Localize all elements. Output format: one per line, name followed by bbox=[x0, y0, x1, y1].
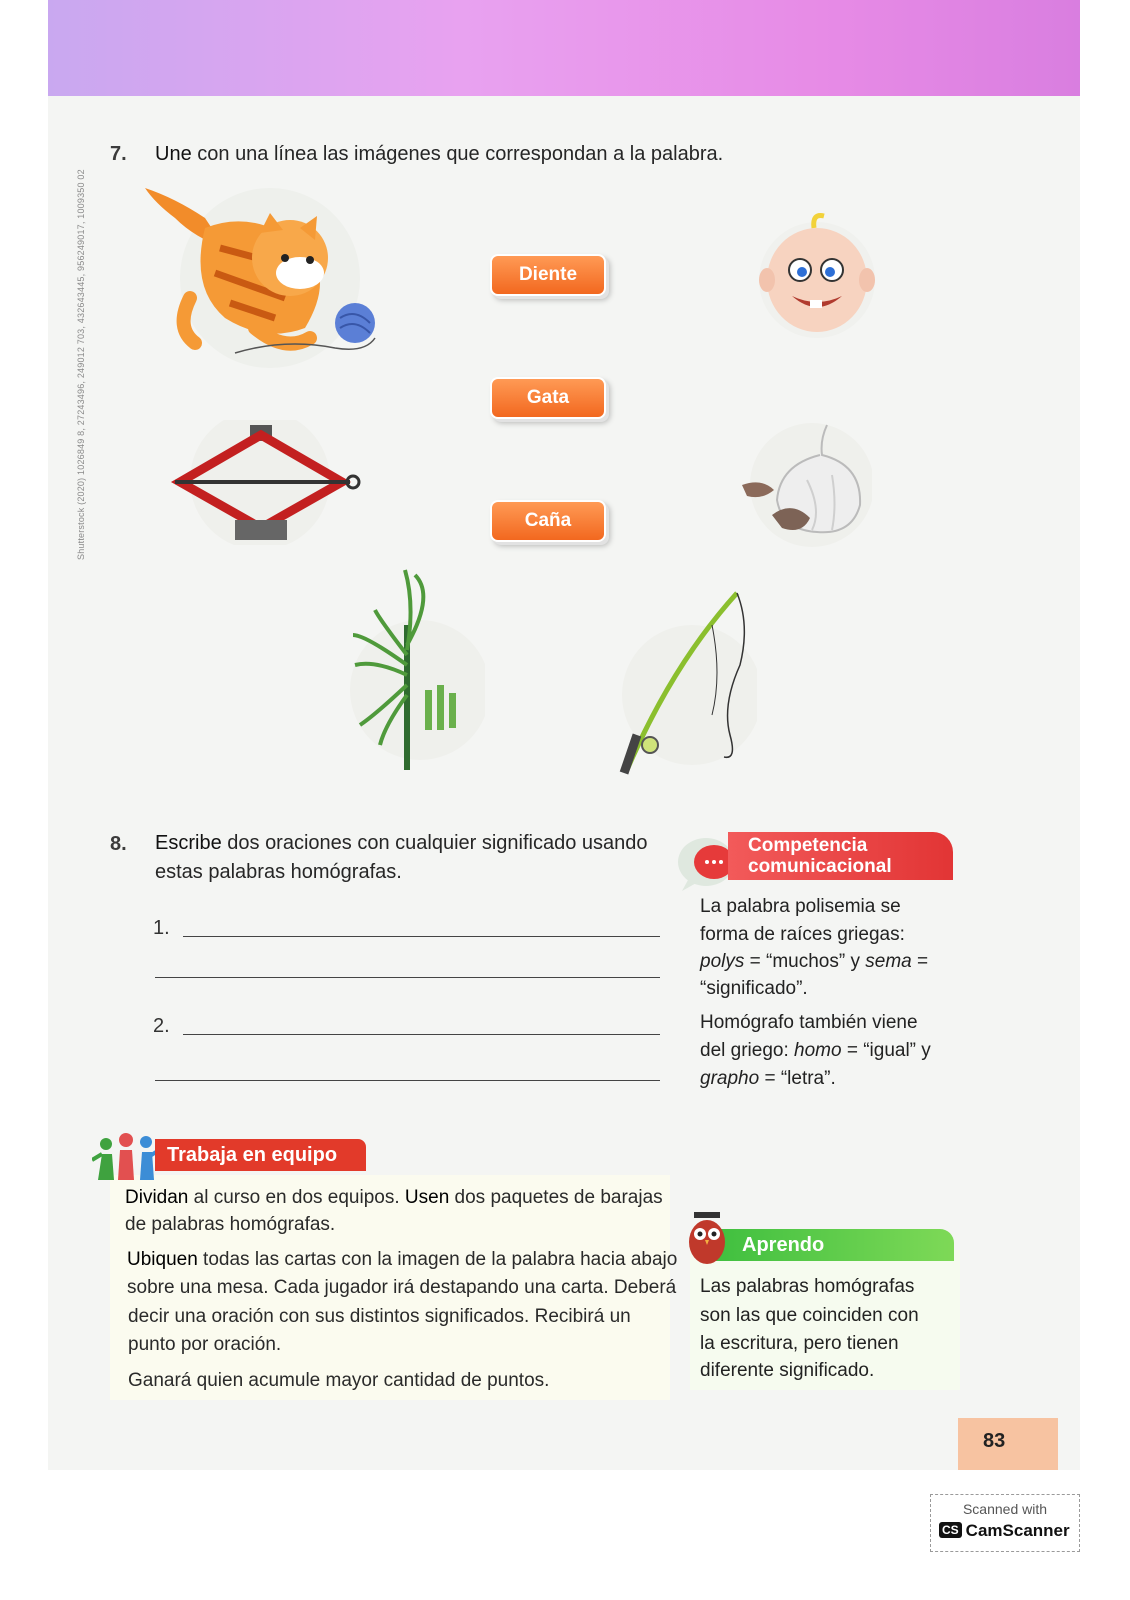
cat-image[interactable] bbox=[135, 178, 385, 368]
competencia-p2-line2-start: del griego: bbox=[700, 1040, 795, 1061]
team-verb-ubiquen: Ubiquen bbox=[127, 1249, 198, 1270]
question-8-text-line2: estas palabras homógrafas. bbox=[155, 861, 402, 883]
aprendo-line3: la escritura, pero tienen bbox=[700, 1333, 899, 1354]
question-7-lead: Une bbox=[155, 143, 192, 165]
competencia-p2-line2 bbox=[700, 1037, 931, 1065]
page-number: 83 bbox=[983, 1430, 1006, 1452]
competencia-p1-line3 bbox=[700, 948, 928, 976]
car-jack-image[interactable] bbox=[165, 420, 365, 545]
answer-2-number: 2. bbox=[153, 1015, 170, 1037]
sugar-cane-image[interactable] bbox=[345, 565, 485, 775]
competencia-p1-line3-end: = bbox=[911, 951, 929, 972]
answer-1-line-a[interactable] bbox=[183, 936, 660, 937]
team-title: Trabaja en equipo bbox=[167, 1144, 338, 1166]
answer-2-line-a[interactable] bbox=[183, 1034, 660, 1035]
team-line1-end: dos paquetes de barajas bbox=[449, 1187, 663, 1208]
competencia-p2-line2-end: = “igual” y bbox=[841, 1040, 931, 1061]
competencia-title-2: comunicacional bbox=[748, 856, 892, 877]
team-verb-dividan: Dividan bbox=[125, 1187, 189, 1208]
header-band bbox=[48, 0, 1080, 96]
term-sema: sema bbox=[865, 951, 912, 972]
team-people-icon bbox=[92, 1130, 164, 1182]
word-button-cana[interactable]: Caña bbox=[490, 500, 606, 542]
term-polys: polys bbox=[700, 951, 745, 972]
question-7-text bbox=[155, 140, 723, 169]
competencia-p1-line2: forma de raíces griegas: bbox=[700, 924, 905, 945]
word-button-diente[interactable]: Diente bbox=[490, 254, 606, 296]
aprendo-title: Aprendo bbox=[742, 1234, 825, 1256]
team-line5: decir una oración con sus distintos significados. Recibirá un bbox=[128, 1306, 631, 1327]
word-button-gata[interactable]: Gata bbox=[490, 377, 606, 419]
aprendo-banner bbox=[712, 1229, 954, 1261]
question-7-number: 7. bbox=[110, 143, 127, 165]
competencia-banner bbox=[728, 832, 953, 880]
camscanner-logo-icon: CS bbox=[939, 1522, 962, 1538]
aprendo-line1: Las palabras homógrafas bbox=[700, 1276, 915, 1297]
team-line2: de palabras homógrafas. bbox=[125, 1214, 336, 1235]
question-8-number: 8. bbox=[110, 833, 127, 855]
camscanner-scanned-with: Scanned with bbox=[962, 1501, 1048, 1517]
aprendo-line4: diferente significado. bbox=[700, 1360, 875, 1381]
competencia-p1-line4: “significado”. bbox=[700, 978, 808, 999]
page-number-box bbox=[958, 1418, 1058, 1470]
team-line1 bbox=[125, 1184, 663, 1212]
question-7-instruction: con una línea las imágenes que correspondan a la palabra. bbox=[191, 143, 724, 165]
team-line6: punto por oración. bbox=[128, 1334, 282, 1355]
garlic-image[interactable] bbox=[732, 420, 872, 550]
fishing-rod-image[interactable] bbox=[612, 585, 757, 780]
baby-face-image[interactable] bbox=[752, 208, 882, 343]
term-grapho: grapho bbox=[700, 1068, 760, 1089]
team-line3 bbox=[127, 1246, 677, 1274]
competencia-p2-line3 bbox=[700, 1065, 836, 1093]
team-line3-end: todas las cartas con la imagen de la palabra hacia abajo bbox=[197, 1249, 678, 1270]
camscanner-name-row bbox=[939, 1521, 1070, 1541]
question-8-lead: Escribe bbox=[155, 832, 222, 854]
team-banner bbox=[155, 1139, 366, 1171]
image-credit: Shutterstock (2020) 1026849 8, 27243496, 249012 703, 432643445, 956249017, 1009350 02 bbox=[76, 169, 86, 560]
team-line4: sobre una mesa. Cada jugador irá destapando una carta. Deberá bbox=[127, 1277, 677, 1298]
aprendo-line2: son las que coinciden con bbox=[700, 1305, 919, 1326]
competencia-p1-line3-mid: = “muchos” y bbox=[744, 951, 866, 972]
answer-2-line-b[interactable] bbox=[155, 1080, 660, 1081]
team-line7: Ganará quien acumule mayor cantidad de puntos. bbox=[128, 1370, 550, 1391]
camscanner-watermark bbox=[930, 1494, 1080, 1552]
term-homo: homo bbox=[794, 1040, 842, 1061]
team-verb-usen: Usen bbox=[404, 1187, 450, 1208]
team-line1-mid: al curso en dos equipos. bbox=[188, 1187, 405, 1208]
owl-icon bbox=[684, 1210, 730, 1266]
answer-1-line-b[interactable] bbox=[155, 977, 660, 978]
competencia-p1-line1: La palabra polisemia se bbox=[700, 896, 901, 917]
question-8-text-line1 bbox=[155, 829, 648, 858]
camscanner-name: CamScanner bbox=[965, 1521, 1070, 1540]
answer-1-number: 1. bbox=[153, 917, 170, 939]
competencia-p2-line1: Homógrafo también viene bbox=[700, 1012, 918, 1033]
question-8-instruction: dos oraciones con cualquier significado usando bbox=[221, 832, 648, 854]
competencia-p2-line3-end: = “letra”. bbox=[759, 1068, 836, 1089]
competencia-title-1: Competencia bbox=[748, 835, 868, 856]
